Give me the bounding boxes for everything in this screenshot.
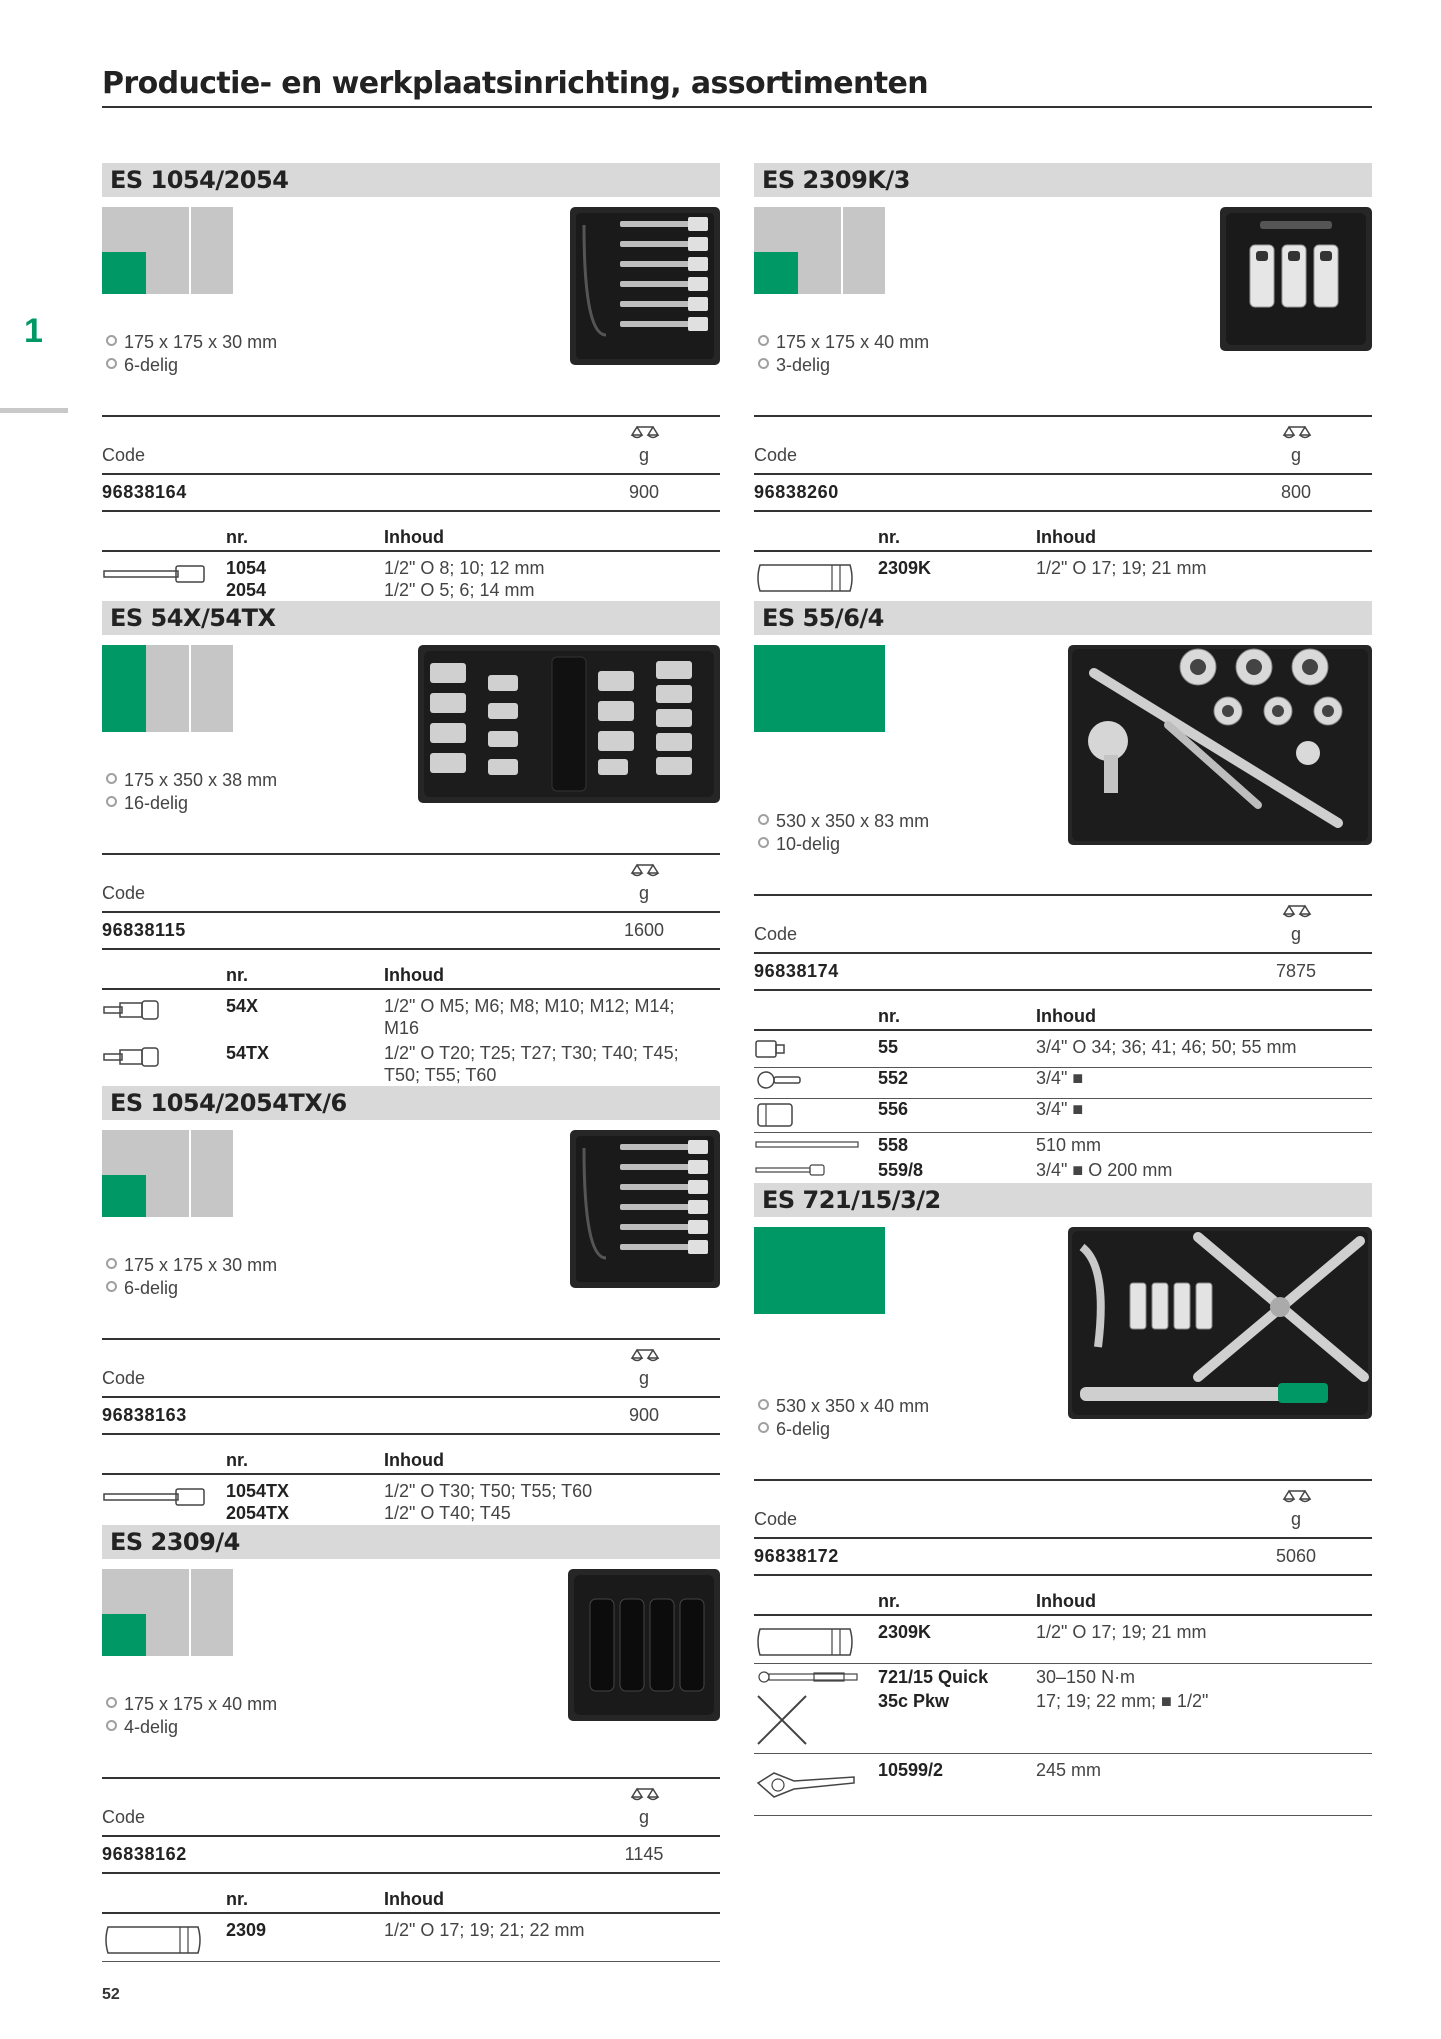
- nr-header: nr.: [226, 965, 249, 985]
- chapter-tab-line: [0, 408, 68, 413]
- article-code: 96838162: [102, 1844, 187, 1864]
- nr-header: nr.: [878, 1591, 901, 1611]
- inhoud-header: Inhoud: [384, 1889, 444, 1909]
- weight-unit-label: g: [1290, 924, 1301, 944]
- set-specs: [758, 331, 929, 377]
- code-label: Code: [102, 1807, 146, 1827]
- item-inhoud: 1/2" O 17; 19; 21 mm: [1036, 558, 1207, 578]
- torx-bit-socket-icon: [102, 1046, 162, 1068]
- nr-header: nr.: [226, 527, 249, 547]
- inhoud-header: Inhoud: [384, 527, 444, 547]
- set-header: [102, 163, 720, 197]
- content-row: [754, 1067, 1372, 1097]
- item-nr: 55: [878, 1037, 899, 1057]
- storage-format-icon: [754, 207, 885, 294]
- storage-format-icon: [754, 645, 885, 732]
- item-inhoud: 510 mm: [1036, 1135, 1102, 1155]
- item-inhoud: 1/2" O T30; T50; T55; T60: [384, 1481, 593, 1501]
- item-inhoud: 3/4" ■ O 200 mm: [1036, 1160, 1173, 1180]
- article-weight: 900: [628, 1405, 660, 1425]
- dimensions-text: 175 x 175 x 30 mm: [106, 1254, 277, 1277]
- inhoud-header: Inhoud: [384, 1450, 444, 1470]
- item-inhoud: 245 mm: [1036, 1760, 1102, 1780]
- weight-scale-icon: [630, 1787, 660, 1803]
- content-row: [754, 1098, 1372, 1132]
- storage-format-icon: [102, 1130, 233, 1217]
- set-specs: [106, 1254, 277, 1300]
- article-code: 96838174: [754, 961, 839, 981]
- pieces-text: 6-delig: [758, 1418, 929, 1441]
- pieces-text: 10-delig: [758, 833, 929, 856]
- set-card-es-721-15-3-2: [754, 1183, 1372, 1780]
- storage-format-icon: [754, 1227, 885, 1314]
- article-weight: 800: [1280, 482, 1312, 502]
- content-row: [754, 1036, 1372, 1066]
- page-number: 52: [102, 1986, 120, 2003]
- set-title: ES 54X/54TX: [110, 604, 276, 632]
- dimensions-text: 530 x 350 x 83 mm: [758, 810, 929, 833]
- article-weight: 1600: [623, 920, 665, 940]
- title-rule: [102, 106, 1372, 108]
- content-row: [754, 1666, 1372, 1690]
- item-nr: 1054: [226, 558, 267, 578]
- dimensions-text: 175 x 175 x 40 mm: [106, 1693, 277, 1716]
- pieces-text: 16-delig: [106, 792, 277, 815]
- article-code: 96838115: [102, 920, 186, 940]
- weight-scale-icon: [1282, 425, 1312, 441]
- dimensions-text: 530 x 350 x 40 mm: [758, 1395, 929, 1418]
- product-photo: [1220, 207, 1372, 351]
- article-weight: 1145: [624, 1844, 664, 1864]
- nr-header: nr.: [226, 1450, 249, 1470]
- content-row: [754, 1690, 1372, 1750]
- item-nr: 556: [878, 1099, 909, 1119]
- content-row: [102, 1919, 720, 1967]
- content-row: [102, 1042, 720, 1088]
- content-row: [754, 1759, 1372, 1813]
- weight-scale-icon: [630, 1348, 660, 1364]
- impact-socket-icon: [102, 1921, 206, 1959]
- item-inhoud: 30–150 N·m: [1036, 1667, 1136, 1687]
- item-inhoud: 1/2" O 8; 10; 12 mm: [384, 558, 545, 578]
- set-title: ES 55/6/4: [762, 604, 884, 632]
- item-nr: 35c Pkw: [878, 1691, 950, 1711]
- content-row: [102, 557, 720, 605]
- weight-scale-icon: [1282, 1489, 1312, 1505]
- product-photo: [570, 1130, 720, 1288]
- article-weight: 5060: [1275, 1546, 1317, 1566]
- socket-icon: [754, 1038, 788, 1060]
- set-header: [102, 601, 720, 635]
- impact-socket-icon: [754, 1623, 858, 1661]
- code-label: Code: [754, 924, 798, 944]
- set-specs: [758, 810, 929, 856]
- weight-unit-label: g: [638, 883, 649, 903]
- bit-socket-icon: [102, 563, 208, 585]
- code-label: Code: [102, 883, 146, 903]
- content-row: [754, 1159, 1372, 1183]
- set-header: [102, 1086, 720, 1120]
- article-code: 96838260: [754, 482, 839, 502]
- code-label: Code: [754, 1509, 798, 1529]
- set-specs: [106, 1693, 277, 1739]
- set-header: [754, 1183, 1372, 1217]
- item-nr: 10599/2: [878, 1760, 944, 1780]
- product-photo: [568, 1569, 720, 1721]
- item-nr: 54TX: [226, 1043, 270, 1063]
- set-specs: [106, 331, 277, 377]
- hex-bit-socket-icon: [102, 999, 162, 1021]
- set-header: [754, 601, 1372, 635]
- set-header: [102, 1525, 720, 1559]
- pieces-text: 4-delig: [106, 1716, 277, 1739]
- inhoud-header: Inhoud: [384, 965, 444, 985]
- inhoud-header: Inhoud: [1036, 1006, 1096, 1026]
- item-inhoud: 1/2" O T40; T45: [384, 1503, 511, 1523]
- code-label: Code: [102, 1368, 146, 1388]
- item-nr: 552: [878, 1068, 909, 1088]
- weight-scale-icon: [630, 425, 660, 441]
- chapter-number: 1: [24, 312, 43, 350]
- storage-format-icon: [102, 207, 233, 294]
- set-card-es-1054-2054tx-6: [102, 1086, 720, 1523]
- article-code: 96838172: [754, 1546, 839, 1566]
- pieces-text: 6-delig: [106, 354, 277, 377]
- item-inhoud: 1/2" O 17; 19; 21; 22 mm: [384, 1920, 585, 1940]
- content-row: [102, 995, 720, 1041]
- item-nr: 54X: [226, 996, 259, 1016]
- article-code: 96838163: [102, 1405, 187, 1425]
- article-code: 96838164: [102, 482, 187, 502]
- product-photo: [1068, 1227, 1372, 1419]
- article-weight: 7875: [1275, 961, 1317, 981]
- set-card-es-55-6-4: [754, 601, 1372, 1180]
- impact-socket-icon: [754, 559, 858, 597]
- content-row: [754, 1134, 1372, 1158]
- set-title: ES 2309/4: [110, 1528, 240, 1556]
- item-inhoud: 1/2" O 5; 6; 14 mm: [384, 580, 535, 600]
- set-header: [754, 163, 1372, 197]
- item-inhoud: 1/2" O M5; M6; M8; M10; M12; M14; M16: [384, 996, 675, 1038]
- weight-unit-label: g: [1290, 445, 1301, 465]
- item-nr: 721/15 Quick: [878, 1667, 989, 1687]
- nr-header: nr.: [878, 527, 901, 547]
- set-title: ES 1054/2054TX/6: [110, 1089, 347, 1117]
- set-card-es-1054-2054: [102, 163, 720, 600]
- dimensions-text: 175 x 175 x 40 mm: [758, 331, 929, 354]
- content-row: [102, 1480, 720, 1528]
- item-inhoud: 3/4" ■: [1036, 1068, 1084, 1088]
- inhoud-header: Inhoud: [1036, 1591, 1096, 1611]
- set-card-es-54x-54tx: [102, 601, 720, 1085]
- item-nr: 2309K: [878, 1622, 932, 1642]
- set-title: ES 1054/2054: [110, 166, 289, 194]
- item-nr: 2309K: [878, 558, 932, 578]
- content-row: [754, 1621, 1372, 1663]
- sliding-t-handle-icon: [754, 1163, 828, 1177]
- item-nr: 1054TX: [226, 1481, 290, 1501]
- set-card-es-2309k-3: [754, 163, 1372, 578]
- adapter-icon: [754, 1100, 798, 1128]
- item-nr: 2054: [226, 580, 267, 600]
- item-inhoud: 1/2" O 17; 19; 21 mm: [1036, 1622, 1207, 1642]
- set-specs: [106, 769, 277, 815]
- inhoud-header: Inhoud: [1036, 527, 1096, 547]
- product-photo: [1068, 645, 1372, 845]
- article-weight: 900: [628, 482, 660, 502]
- bit-socket-icon: [102, 1486, 208, 1508]
- item-nr: 558: [878, 1135, 909, 1155]
- nr-header: nr.: [226, 1889, 249, 1909]
- content-row: [754, 557, 1372, 603]
- pieces-text: 6-delig: [106, 1277, 277, 1300]
- ratchet-icon: [754, 1069, 804, 1091]
- set-title: ES 2309K/3: [762, 166, 910, 194]
- storage-format-icon: [102, 1569, 233, 1656]
- torque-wrench-icon: [754, 1670, 860, 1684]
- item-inhoud: 1/2" O T20; T25; T27; T30; T40; T45; T50; T55; T60: [384, 1043, 679, 1085]
- set-card-es-2309-4: [102, 1525, 720, 1940]
- storage-format-icon: [102, 645, 233, 732]
- code-label: Code: [102, 445, 146, 465]
- weight-unit-label: g: [1290, 1509, 1301, 1529]
- hub-puller-icon: [754, 1759, 860, 1809]
- item-inhoud: 17; 19; 22 mm; ■ 1/2": [1036, 1691, 1209, 1711]
- nr-header: nr.: [878, 1006, 901, 1026]
- item-inhoud: 3/4" ■: [1036, 1099, 1084, 1119]
- extension-bar-icon: [754, 1140, 860, 1150]
- set-specs: [758, 1395, 929, 1441]
- item-nr: 2309: [226, 1920, 267, 1940]
- code-label: Code: [754, 445, 798, 465]
- weight-unit-label: g: [638, 445, 649, 465]
- product-photo: [418, 645, 720, 803]
- weight-scale-icon: [630, 863, 660, 879]
- weight-unit-label: g: [638, 1368, 649, 1388]
- page-title: Productie- en werkplaatsinrichting, assortimenten: [102, 66, 929, 101]
- product-photo: [570, 207, 720, 365]
- item-nr: 2054TX: [226, 1503, 290, 1523]
- dimensions-text: 175 x 175 x 30 mm: [106, 331, 277, 354]
- dimensions-text: 175 x 350 x 38 mm: [106, 769, 277, 792]
- weight-unit-label: g: [638, 1807, 649, 1827]
- weight-scale-icon: [1282, 904, 1312, 920]
- item-nr: 559/8: [878, 1160, 924, 1180]
- set-title: ES 721/15/3/2: [762, 1186, 941, 1214]
- pieces-text: 3-delig: [758, 354, 929, 377]
- item-inhoud: 3/4" O 34; 36; 41; 46; 50; 55 mm: [1036, 1037, 1297, 1057]
- cross-rim-wrench-icon: [754, 1692, 810, 1748]
